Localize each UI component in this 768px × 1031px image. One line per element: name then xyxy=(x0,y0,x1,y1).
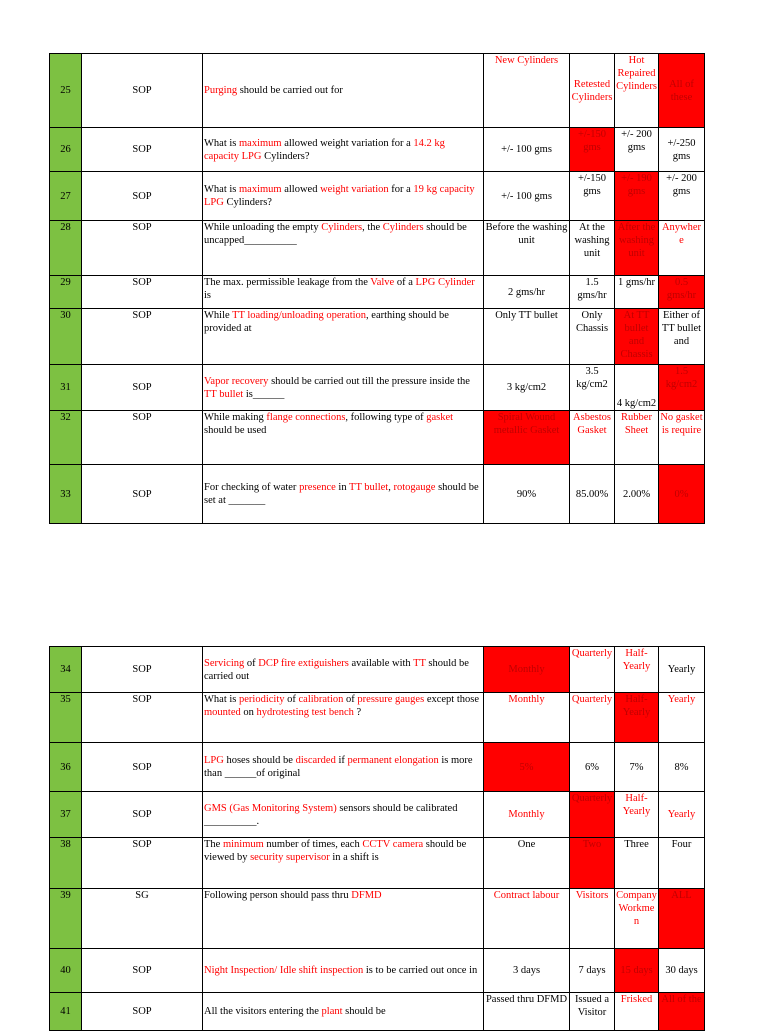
answer-option-a: 2 gms/hr xyxy=(484,276,570,309)
answer-option-d: +/-250 gms xyxy=(659,128,705,172)
question-fragment: of a xyxy=(394,277,416,288)
question-row-30 xyxy=(50,309,705,365)
answer-option-b: 3.5 kg/cm2 xyxy=(570,365,615,411)
question-fragment: What is xyxy=(204,137,239,149)
answer-option-c-correct: At TT bullet and Chassis xyxy=(615,309,659,365)
question-text xyxy=(203,743,484,792)
question-text xyxy=(203,993,484,1031)
answer-option-d: Either of TT bullet and xyxy=(659,309,705,365)
question-fragment: Following person should pass thru xyxy=(204,890,352,901)
highlighted-term: mounted xyxy=(204,707,241,718)
question-category: SOP xyxy=(82,838,203,889)
question-row-27 xyxy=(50,172,705,221)
highlighted-term: periodicity xyxy=(239,694,285,705)
answer-option-d: No gasket is require xyxy=(659,411,705,465)
highlighted-term: minimum xyxy=(222,839,264,850)
question-category: SOP xyxy=(82,792,203,838)
question-text xyxy=(203,365,484,411)
question-fragment: , xyxy=(388,482,394,493)
answer-option-a: 3 days xyxy=(484,949,570,993)
answer-option-d-correct: All of these xyxy=(659,54,705,128)
answer-option-a: Monthly xyxy=(484,792,570,838)
answer-option-b: 7 days xyxy=(570,949,615,993)
question-fragment: should be carried out till the pressure inside the xyxy=(268,375,470,387)
answer-option-c-correct: +/- 190 gms xyxy=(615,172,659,221)
highlighted-term: permanent elongation xyxy=(347,755,439,766)
answer-option-b: 85.00% xyxy=(570,465,615,524)
highlighted-term: TT bullet xyxy=(204,388,244,400)
question-row-40 xyxy=(50,949,705,993)
question-fragment: , the xyxy=(362,222,383,233)
highlighted-term: calibration xyxy=(298,694,344,705)
question-text xyxy=(203,54,484,128)
question-number: 35 xyxy=(50,693,82,743)
answer-option-b: 1.5 gms/hr xyxy=(570,276,615,309)
question-text xyxy=(203,792,484,838)
question-table-1 xyxy=(49,53,705,524)
highlighted-term: Cylinders xyxy=(382,222,424,233)
question-category: SOP xyxy=(82,411,203,465)
answer-option-a: Only TT bullet xyxy=(484,309,570,365)
answer-option-d: Yearly xyxy=(659,792,705,838)
answer-option-a-correct: Monthly xyxy=(484,647,570,693)
question-number: 40 xyxy=(50,949,82,993)
answer-option-d-correct: ALL xyxy=(659,889,705,949)
question-text xyxy=(203,838,484,889)
answer-option-d: 30 days xyxy=(659,949,705,993)
question-category: SOP xyxy=(82,693,203,743)
answer-option-a: One xyxy=(484,838,570,889)
question-category: SOP xyxy=(82,647,203,693)
question-number: 39 xyxy=(50,889,82,949)
answer-option-b: 6% xyxy=(570,743,615,792)
highlighted-term: DCP fire extiguishers xyxy=(258,657,349,669)
question-fragment: except those xyxy=(424,694,479,705)
question-fragment: if xyxy=(335,755,348,766)
question-fragment: is more than ______of original xyxy=(204,755,473,779)
answer-option-d: +/- 200 gms xyxy=(659,172,705,221)
answer-option-b: Retested Cylinders xyxy=(570,54,615,128)
question-category: SOP xyxy=(82,465,203,524)
answer-option-b-correct: Two xyxy=(570,838,615,889)
question-fragment: The xyxy=(204,839,223,850)
question-fragment: , following type of xyxy=(345,412,427,423)
highlighted-term: rotogauge xyxy=(393,482,436,493)
question-row-29 xyxy=(50,276,705,309)
answer-option-c: Half-Yearly xyxy=(615,647,659,693)
answer-option-d: Yearly xyxy=(659,693,705,743)
answer-option-b: Quarterly xyxy=(570,693,615,743)
question-category: SOP xyxy=(82,172,203,221)
question-fragment: should be set at _______ xyxy=(204,482,479,506)
answer-option-c: Company Workmen xyxy=(615,889,659,949)
question-number: 31 xyxy=(50,365,82,411)
question-fragment: is to be carried out once in xyxy=(363,965,478,976)
question-number: 38 xyxy=(50,838,82,889)
question-fragment: The max. permissible leakage from the xyxy=(204,277,371,288)
question-text xyxy=(203,647,484,693)
answer-option-b: Only Chassis xyxy=(570,309,615,365)
question-number: 25 xyxy=(50,54,82,128)
highlighted-term: TT bullet xyxy=(349,482,389,493)
answer-option-d-correct: All of the xyxy=(659,993,705,1031)
highlighted-term: Valve xyxy=(370,277,395,288)
question-fragment: Cylinders? xyxy=(261,150,310,162)
question-fragment: should be carried out xyxy=(204,657,469,682)
answer-option-c: 1 gms/hr xyxy=(615,276,659,309)
highlighted-term: Purging xyxy=(204,85,238,96)
question-fragment: allowed xyxy=(281,184,321,195)
answer-option-a: 90% xyxy=(484,465,570,524)
question-fragment: of xyxy=(244,657,259,669)
question-fragment: For checking of water xyxy=(204,482,300,493)
answer-option-c-correct: 15 days xyxy=(615,949,659,993)
highlighted-term: 19 kg capacity LPG xyxy=(204,184,475,208)
highlighted-term: maximum xyxy=(239,184,282,195)
question-text xyxy=(203,465,484,524)
question-fragment: in a shift is xyxy=(329,852,379,863)
answer-option-b: +/-150 gms xyxy=(570,172,615,221)
question-category: SOP xyxy=(82,128,203,172)
question-fragment: sensors should be calibrated __________. xyxy=(204,802,458,827)
answer-option-a: Before the washing unit xyxy=(484,221,570,276)
highlighted-term: Servicing xyxy=(204,657,245,669)
highlighted-term: CCTV camera xyxy=(362,839,424,850)
question-row-31 xyxy=(50,365,705,411)
answer-option-c: 4 kg/cm2 xyxy=(615,365,659,411)
question-row-39 xyxy=(50,889,705,949)
answer-option-a: +/- 100 gms xyxy=(484,172,570,221)
answer-option-a: 3 kg/cm2 xyxy=(484,365,570,411)
highlighted-term: LPG xyxy=(204,755,224,766)
answer-option-c: Three xyxy=(615,838,659,889)
answer-option-c-correct: After the washing unit xyxy=(615,221,659,276)
question-fragment: should be viewed by xyxy=(204,839,467,863)
question-fragment: of xyxy=(284,694,299,705)
question-row-33 xyxy=(50,465,705,524)
question-row-25 xyxy=(50,54,705,128)
question-fragment: should be xyxy=(342,1006,386,1017)
question-text xyxy=(203,309,484,365)
highlighted-term: LPG Cylinder xyxy=(415,277,475,288)
answer-option-a: New Cylinders xyxy=(484,54,570,128)
question-fragment: for a xyxy=(388,184,414,195)
question-fragment: in xyxy=(335,482,350,493)
question-number: 28 xyxy=(50,221,82,276)
question-text xyxy=(203,693,484,743)
answer-option-c: Frisked xyxy=(615,993,659,1031)
highlighted-term: hydrotesting test bench xyxy=(256,707,354,718)
question-number: 29 xyxy=(50,276,82,309)
question-number: 30 xyxy=(50,309,82,365)
answer-option-b: At the washing unit xyxy=(570,221,615,276)
answer-option-b-correct: Quarterly xyxy=(570,792,615,838)
highlighted-term: Cylinders xyxy=(321,222,363,233)
question-text xyxy=(203,128,484,172)
question-row-34 xyxy=(50,647,705,693)
answer-option-b: Issued a Visitor xyxy=(570,993,615,1031)
highlighted-term: Vapor recovery xyxy=(204,375,269,387)
highlighted-term: maximum xyxy=(239,137,282,149)
answer-option-d: Anywhere xyxy=(659,221,705,276)
question-fragment: , earthing should be provided at xyxy=(204,310,449,334)
highlighted-term: discarded xyxy=(295,755,336,766)
highlighted-term: presence xyxy=(299,482,336,493)
highlighted-term: security supervisor xyxy=(250,852,330,863)
question-fragment: While making xyxy=(204,412,267,423)
highlighted-term: pressure gauges xyxy=(357,694,425,705)
highlighted-term: TT loading/unloading operation xyxy=(232,310,367,321)
question-fragment: on xyxy=(240,707,257,718)
question-text xyxy=(203,172,484,221)
question-number: 32 xyxy=(50,411,82,465)
highlighted-term: 14.2 kg capacity LPG xyxy=(204,137,445,162)
question-row-36 xyxy=(50,743,705,792)
question-number: 27 xyxy=(50,172,82,221)
question-fragment: available with xyxy=(348,657,414,669)
answer-option-c: Rubber Sheet xyxy=(615,411,659,465)
question-row-32 xyxy=(50,411,705,465)
question-fragment: number of times, each xyxy=(263,839,363,850)
question-number: 34 xyxy=(50,647,82,693)
highlighted-term: TT xyxy=(413,657,426,669)
highlighted-term: gasket xyxy=(426,412,454,423)
question-fragment: What is xyxy=(204,694,239,705)
answer-option-c: Hot Repaired Cylinders xyxy=(615,54,659,128)
answer-option-b-correct: +/-150 gms xyxy=(570,128,615,172)
answer-option-c: 2.00% xyxy=(615,465,659,524)
question-fragment: All the visitors entering the xyxy=(204,1006,322,1017)
question-category: SOP xyxy=(82,365,203,411)
question-text xyxy=(203,949,484,993)
answer-option-d: Yearly xyxy=(659,647,705,693)
question-row-26 xyxy=(50,128,705,172)
answer-option-c: Half-Yearly xyxy=(615,792,659,838)
question-fragment: ? xyxy=(353,707,362,718)
answer-option-d-correct: 0.5 gms/hr xyxy=(659,276,705,309)
question-number: 41 xyxy=(50,993,82,1031)
answer-option-d-correct: 0% xyxy=(659,465,705,524)
question-fragment: should be used xyxy=(204,425,267,436)
question-category: SOP xyxy=(82,949,203,993)
question-table-2 xyxy=(49,646,705,1031)
question-fragment: should be carried out for xyxy=(237,85,343,96)
answer-option-c: 7% xyxy=(615,743,659,792)
highlighted-term: GMS (Gas Monitoring System) xyxy=(204,802,337,814)
question-row-41 xyxy=(50,993,705,1031)
highlighted-term: flange connections xyxy=(266,412,346,423)
question-fragment: hoses should be xyxy=(223,755,296,766)
answer-option-b: Asbestos Gasket xyxy=(570,411,615,465)
question-number: 33 xyxy=(50,465,82,524)
question-number: 26 xyxy=(50,128,82,172)
question-category: SOP xyxy=(82,276,203,309)
answer-option-b: Visitors xyxy=(570,889,615,949)
highlighted-term: DFMD xyxy=(351,890,382,901)
answer-option-a: Passed thru DFMD xyxy=(484,993,570,1031)
highlighted-term: plant xyxy=(321,1006,343,1017)
answer-option-a: Contract labour xyxy=(484,889,570,949)
question-row-37 xyxy=(50,792,705,838)
question-fragment: should be uncapped__________ xyxy=(204,222,467,246)
question-fragment: is xyxy=(204,290,212,301)
answer-option-a: +/- 100 gms xyxy=(484,128,570,172)
question-fragment: is______ xyxy=(243,388,285,400)
question-row-35 xyxy=(50,693,705,743)
question-row-38 xyxy=(50,838,705,889)
answer-option-c: +/- 200 gms xyxy=(615,128,659,172)
question-text xyxy=(203,221,484,276)
question-category: SOP xyxy=(82,993,203,1031)
question-category: SOP xyxy=(82,221,203,276)
question-number: 36 xyxy=(50,743,82,792)
answer-option-c-correct: Half-Yearly xyxy=(615,693,659,743)
question-fragment: While xyxy=(204,310,233,321)
question-category: SOP xyxy=(82,309,203,365)
question-text xyxy=(203,411,484,465)
question-fragment: What is xyxy=(204,184,239,195)
question-fragment: of xyxy=(343,694,358,705)
answer-option-a: Monthly xyxy=(484,693,570,743)
question-number: 37 xyxy=(50,792,82,838)
question-row-28 xyxy=(50,221,705,276)
answer-option-b: Quarterly xyxy=(570,647,615,693)
question-text xyxy=(203,889,484,949)
answer-option-a-correct: 5% xyxy=(484,743,570,792)
question-category: SOP xyxy=(82,54,203,128)
question-fragment: allowed weight variation for a xyxy=(281,137,414,149)
answer-option-d-correct: 1.5 kg/cm2 xyxy=(659,365,705,411)
answer-option-d: 8% xyxy=(659,743,705,792)
highlighted-term: Night Inspection/ Idle shift inspection xyxy=(204,965,364,976)
highlighted-term: weight variation xyxy=(320,184,389,195)
question-category: SOP xyxy=(82,743,203,792)
question-fragment: Cylinders? xyxy=(223,197,272,208)
question-fragment: While unloading the empty xyxy=(204,222,322,233)
answer-option-d: Four xyxy=(659,838,705,889)
answer-option-a-correct: Spiral Wound metallic Gasket xyxy=(484,411,570,465)
question-text xyxy=(203,276,484,309)
question-category: SG xyxy=(82,889,203,949)
